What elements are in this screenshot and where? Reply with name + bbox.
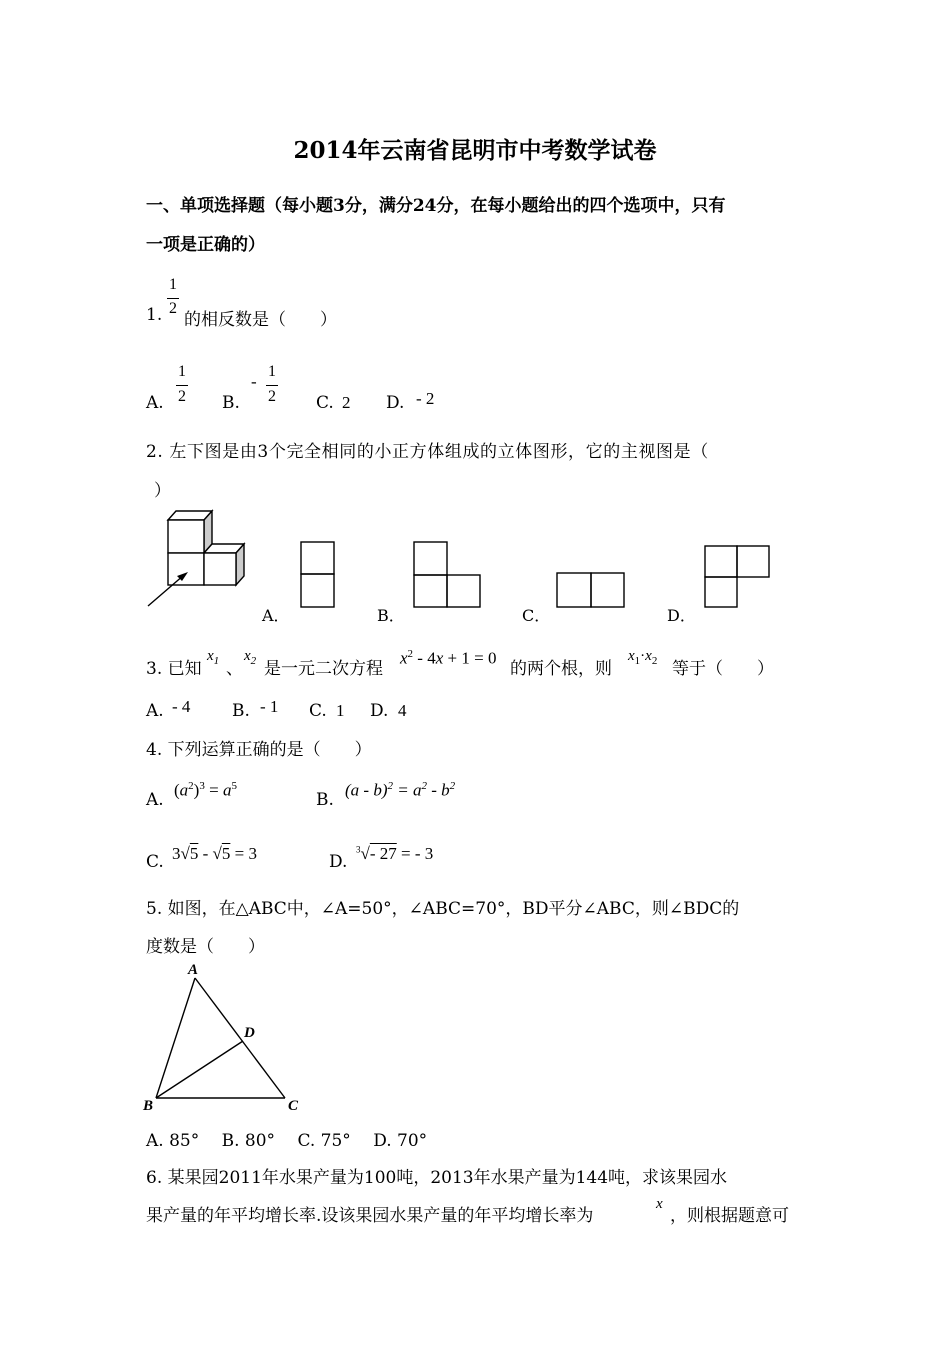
q3-option-c-value: 1 [336, 701, 345, 720]
q1-number: 1. [146, 305, 163, 325]
q3-end-text: 等于（ ） [672, 659, 774, 679]
q3-option-c-label: C. [309, 701, 327, 721]
q5-line2: 度数是（ ） [146, 937, 265, 957]
q1-option-b-sign: - [251, 372, 257, 391]
q4-option-a-expr: $(a^2)^3 = a^5$ [174, 780, 237, 800]
q2-cube-figure [146, 508, 256, 608]
q2-option-d-label: D． [667, 606, 696, 625]
q1-option-c-label: C. [316, 393, 334, 413]
q4-option-d-label: D. [329, 852, 348, 872]
q5-label-c: C [288, 1098, 299, 1114]
q1-frac-den: 2 [169, 300, 177, 317]
q4-option-c-expr: 3√5 - √5 = 3 [172, 844, 257, 863]
q4-option-b-label: B. [316, 790, 334, 810]
q3-option-d-label: D. [370, 701, 389, 721]
q3-mid-text: 是一元二次方程 [264, 659, 383, 679]
q2-line1: 2. 左下图是由3个完全相同的小正方体组成的立体图形，它的主视图是（ [146, 442, 709, 462]
q3-x2: $x_2$ [244, 648, 257, 667]
q1-option-a-den: 2 [178, 388, 186, 405]
q4-text: 4. 下列运算正确的是（ ） [146, 740, 372, 760]
q5-triangle-figure [140, 958, 310, 1118]
q3-post-text: 的两个根，则 [510, 659, 612, 679]
q3-equation: $x^2 - 4x + 1 = 0$ [400, 648, 497, 668]
q5-label-d: D [244, 1025, 255, 1041]
q2-option-a-figure [300, 541, 336, 609]
q4-option-c-label: C. [146, 852, 164, 872]
q2-option-d-figure [704, 545, 772, 609]
q1-option-a-bar [176, 385, 188, 386]
q2-option-a-label: A． [262, 606, 290, 625]
q1-frac-num: 1 [169, 276, 177, 293]
q2-option-c-label: C． [522, 606, 551, 625]
q2-option-c-figure [556, 572, 626, 609]
q3-option-b-label: B. [232, 701, 250, 721]
q5-options: A. 85° B. 80° C. 75° D. 70° [146, 1131, 428, 1151]
section-heading-line2: 一项是正确的） [146, 235, 265, 255]
q1-text: 的相反数是（ ） [184, 310, 337, 330]
q1-option-c-value: 2 [342, 393, 351, 412]
q1-option-d-value: - 2 [416, 389, 435, 408]
q1-option-a-label: A. [146, 393, 164, 413]
q6-line2-post: ，则根据题意可 [670, 1206, 789, 1226]
q3-x1: $x_1$ [207, 648, 220, 667]
q6-line1: 6. 某果园2011年水果产量为100吨，2013年水果产量为144吨，求该果园水 [146, 1168, 728, 1188]
q5-line1: 5. 如图，在△ABC中，∠A=50°，∠ABC=70°，BD平分∠ABC，则∠BDC的 [146, 899, 740, 919]
q1-option-b-den: 2 [268, 388, 276, 405]
q1-option-b-label: B. [222, 393, 240, 413]
q1-option-a-num: 1 [178, 363, 186, 380]
q3-option-d-value: 4 [398, 701, 407, 720]
q4-option-d-expr: $^3$√- 27 = - 3 [356, 844, 434, 863]
q1-option-d-label: D. [386, 393, 405, 413]
q3-prefix: 3. 已知 [146, 659, 202, 679]
page-title: 2014年云南省昆明市中考数学试卷 [293, 137, 657, 164]
q2-option-b-figure [413, 541, 483, 609]
q1-frac-bar [167, 298, 179, 299]
q1-option-b-num: 1 [268, 363, 276, 380]
q1-option-b-bar [266, 385, 278, 386]
q5-label-a: A [188, 962, 199, 978]
q3-option-a-value: - 4 [172, 697, 191, 716]
q3-option-b-value: - 1 [260, 697, 279, 716]
q4-option-a-label: A. [146, 790, 164, 810]
q2-option-b-label: B． [377, 606, 405, 625]
q4-option-b-expr: $(a - b)^2 = a^2 - b^2$ [345, 780, 456, 800]
q3-product: $x_1\cdot x_2$ [628, 648, 658, 667]
q3-separator: 、 [226, 659, 243, 679]
q6-variable: x [656, 1196, 663, 1212]
q5-label-b: B [143, 1098, 154, 1114]
q3-option-a-label: A. [146, 701, 164, 721]
q6-line2-pre: 果产量的年平均增长率.设该果园水果产量的年平均增长率为 [146, 1206, 594, 1226]
q2-line2: ） [154, 481, 171, 501]
section-heading-line1: 一、单项选择题（每小题3分，满分24分，在每小题给出的四个选项中，只有 [146, 196, 726, 216]
